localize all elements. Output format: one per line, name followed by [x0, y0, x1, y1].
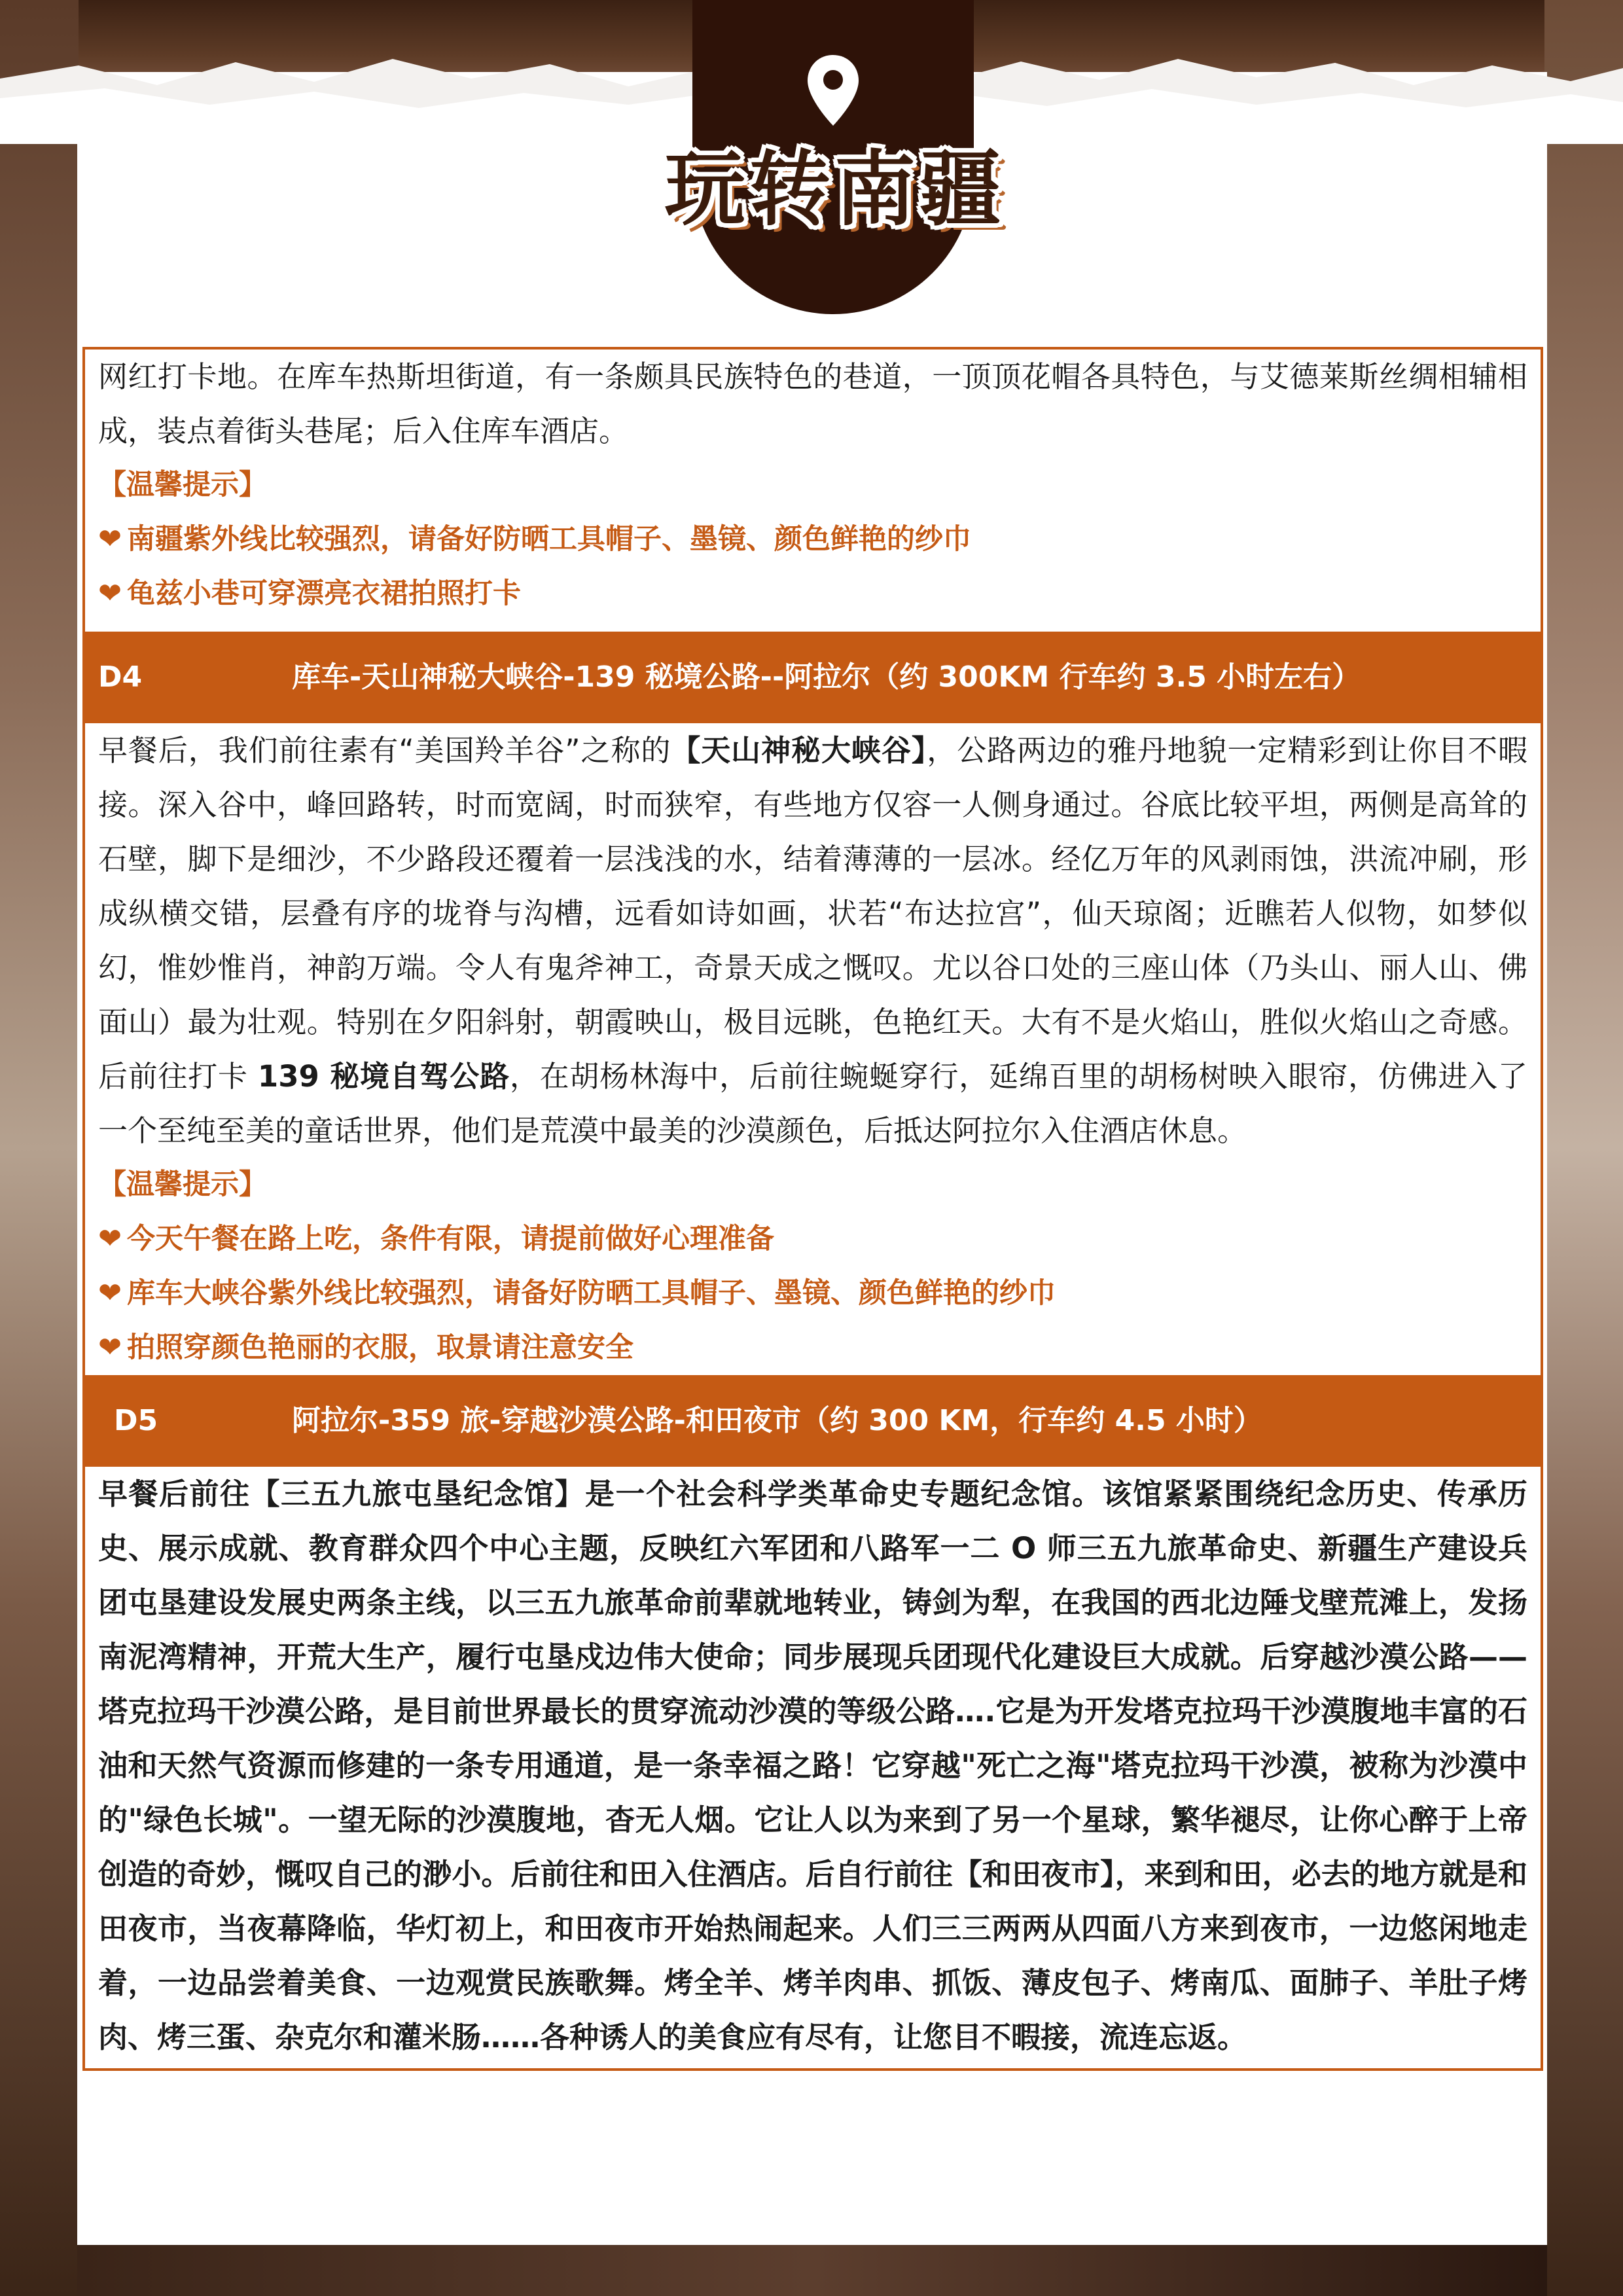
tip-heading: 【温馨提示】: [98, 469, 267, 501]
tip-text: 龟兹小巷可穿漂亮衣裙拍照打卡: [127, 577, 522, 610]
tip-item: [98, 1212, 1527, 1266]
day5-section: [85, 1467, 1541, 2064]
background-left: [0, 0, 79, 2296]
tip-item: [98, 567, 1527, 621]
day4-paragraph: [98, 723, 1527, 1158]
tip-text: 南疆紫外线比较强烈，请备好防晒工具帽子、墨镜、颜色鲜艳的纱巾: [127, 523, 972, 556]
intro-section: [85, 350, 1541, 621]
day-header-d5: [85, 1375, 1541, 1467]
tip-text: 库车大峡谷紫外线比较强烈，请备好防晒工具帽子、墨镜、颜色鲜艳的纱巾: [127, 1277, 1056, 1310]
page-title: 玩转南疆: [664, 142, 1005, 237]
background-right: [1544, 0, 1623, 2296]
day-number: D5: [114, 1404, 158, 1437]
tip-item: [98, 512, 1527, 567]
tip-text: 今天午餐在路上吃，条件有限，请提前做好心理准备: [127, 1223, 775, 1255]
heart-icon: ❤: [98, 523, 122, 556]
highlight-text: 139 秘境自驾公路: [257, 1059, 510, 1094]
day5-paragraph: 早餐后前往【三五九旅屯垦纪念馆】是一个社会科学类革命史专题纪念馆。该馆紧紧围绕纪念历史、传承历史、展示成就、教育群众四个中心主题，反映红六军团和八路军一二 O 师三五九旅革命史、新疆生产建设兵团屯垦建设发展史两条主线，以三五九旅革命前辈就地转业，铸剑为犁，在我国的西北边陲戈壁荒滩上，发扬南泥湾精神，开荒大生产，履行屯垦戍边伟大使命；同步展现兵团现代化建设巨大成就。后穿越沙漠公路——塔克拉玛干沙漠公路，是目前世界最长的贯穿流动沙漠的等级公路….它是为开发塔克拉玛干沙漠腹地丰富的石油和天然气资源而修建的一条专用通道，是一条幸福之路！它穿越"死亡之海"塔克拉玛干沙漠，被称为沙漠中的"绿色长城"。一望无际的沙漠腹地，杳无人烟。它让人以为来到了另一个星球，繁华褪尽，让你心醉于上帝创造的奇妙，慨叹自己的渺小。后前往和田入住酒店。后自行前往【和田夜市】，来到和田，必去的地方就是和田夜市，当夜幕降临，华灯初上，和田夜市开始热闹起来。人们三三两两从四面八方来到夜市，一边悠闲地走着，一边品尝着美食、一边观赏民族歌舞。烤全羊、烤羊肉串、抓饭、薄皮包子、烤南瓜、面肺子、羊肚子烤肉、烤三蛋、杂克尔和灌米肠……各种诱人的美食应有尽有，让您目不暇接，流连忘返。: [98, 1477, 1527, 2054]
tip-text: 拍照穿颜色艳丽的衣服，取景请注意安全: [127, 1331, 634, 1364]
text-run: ，公路两边的雅丹地貌一定精彩到让你目不暇接。深入谷中，峰回路转，时而宽阔，时而狭窄，有些地方仅容一人侧身通过。谷底比较平坦，两侧是高耸的石壁，脚下是细沙，不少路段还覆着一层浅浅的水，结着薄薄的一层冰。经亿万年的风剥雨蚀，洪流冲刷，形成纵横交错，层叠有序的垅脊与沟槽，远看如诗如画，状若“布达拉宫”，仙天琼阁；近瞧若人似物，如梦似幻，惟妙惟肖，神韵万端。令人有鬼斧神工，奇景天成之慨叹。尤以谷口处的三座山体（乃头山、丽人山、佛面山）最为壮观。特别在夕阳斜射，朝霞映山，极目远眺，色艳红天。大有不是火焰山，胜似火焰山之奇感。后前往打卡: [98, 733, 1527, 1094]
background-bottom: [77, 2245, 1547, 2296]
text-run: 早餐后，我们前往素有“美国羚羊谷”之称的: [98, 733, 671, 768]
location-pin-icon: [804, 52, 863, 131]
day-number: D4: [98, 660, 143, 694]
heart-icon: ❤: [98, 1223, 122, 1255]
heart-icon: ❤: [98, 1277, 122, 1310]
intro-paragraph: 网红打卡地。在库车热斯坦街道，有一条颇具民族特色的巷道，一顶顶花帽各具特色，与艾德莱斯丝绸相辅相成，装点着街头巷尾；后入住库车酒店。: [98, 359, 1527, 448]
tip-heading: 【温馨提示】: [98, 1168, 267, 1201]
highlight-text: 【天山神秘大峡谷】: [671, 733, 927, 768]
day-route: 阿拉尔-359 旅-穿越沙漠公路-和田夜市（约 300 KM，行车约 4.5 小时）: [292, 1404, 1262, 1437]
itinerary-content: [82, 347, 1543, 2071]
day-header-d4: [85, 632, 1541, 723]
heart-icon: ❤: [98, 577, 122, 610]
tip-item: [98, 1266, 1527, 1321]
tip-item: [98, 1321, 1527, 1375]
heart-icon: ❤: [98, 1331, 122, 1364]
text-run: ，在胡杨林海中，后前往蜿蜒穿行，延绵百里的胡杨树映入眼帘，仿佛进入了一个至纯至美的童话世界，他们是荒漠中最美的沙漠颜色，后抵达阿拉尔入住酒店休息。: [98, 1059, 1527, 1148]
day-route: 库车-天山神秘大峡谷-139 秘境公路--阿拉尔（约 300KM 行车约 3.5 小时左右）: [292, 660, 1361, 694]
day4-section: [85, 723, 1541, 1375]
